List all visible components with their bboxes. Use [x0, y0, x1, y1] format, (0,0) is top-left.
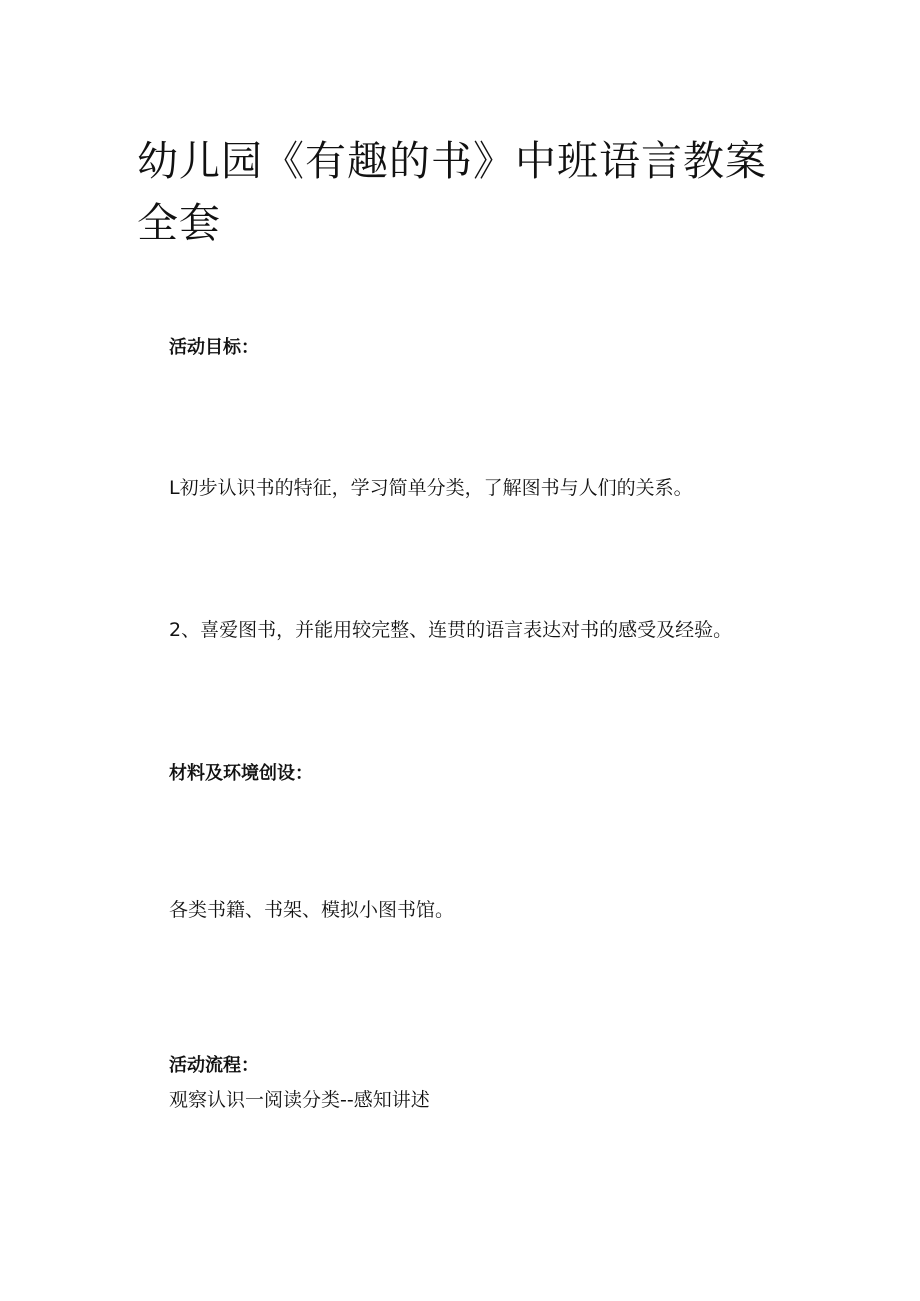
goal-item-2: 2、喜爱图书，并能用较完整、连贯的语言表达对书的感受及经验。: [169, 619, 733, 641]
section-heading-process: 活动流程：: [169, 1055, 259, 1076]
section-heading-materials: 材料及环境创设：: [169, 763, 313, 784]
section-heading-goals: 活动目标：: [169, 337, 259, 358]
goal-item-1: L初步认识书的特征，学习简单分类，了解图书与人们的关系。: [169, 477, 693, 499]
materials-item: 各类书籍、书架、模拟小图书馆。: [169, 899, 455, 921]
process-item: 观察认识一阅读分类--感知讲述: [169, 1089, 430, 1111]
document-title: 幼儿园《有趣的书》中班语言教案全套: [137, 137, 767, 247]
